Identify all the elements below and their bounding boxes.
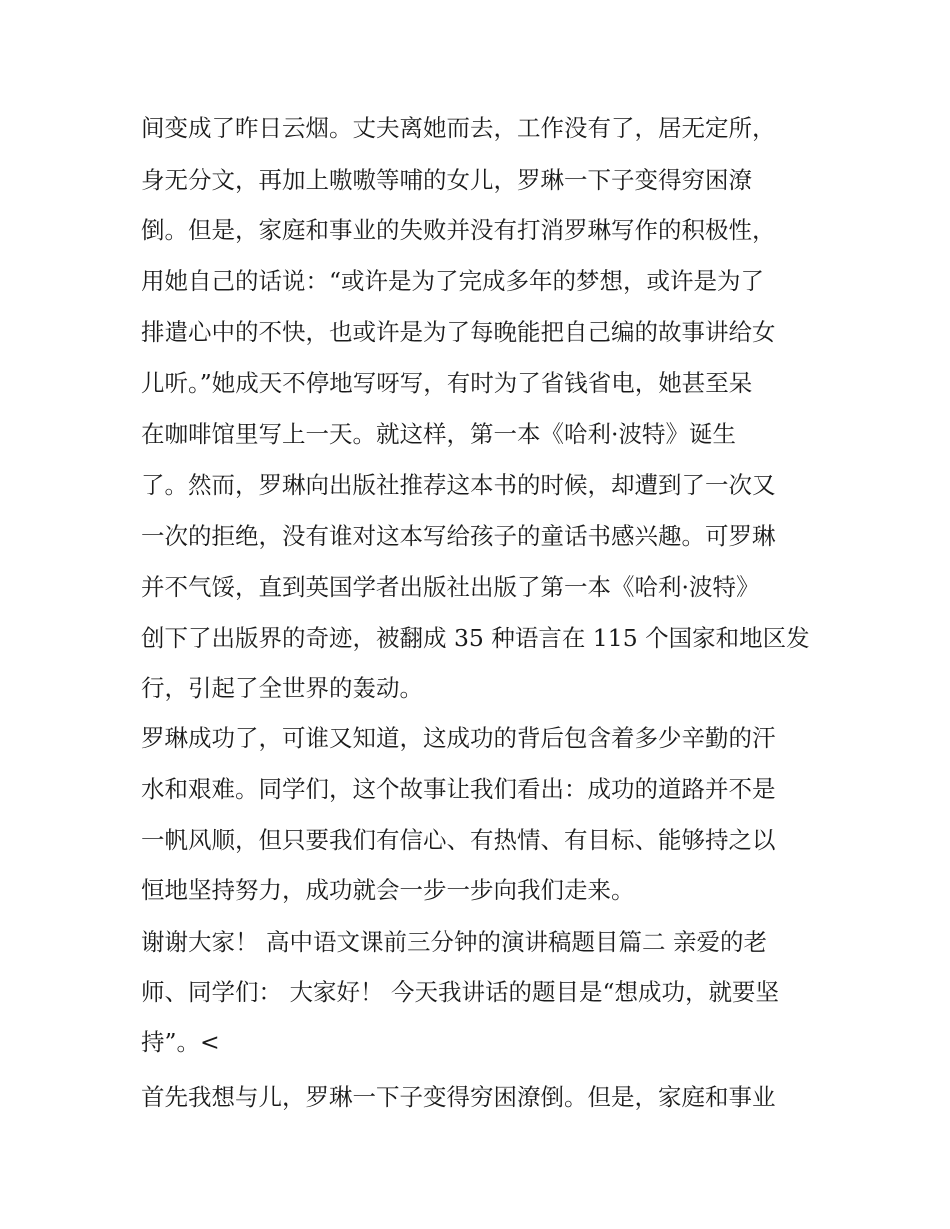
text-line: 儿听。”她成天不停地写呀写，有时为了省钱省电，她甚至呆 [141, 369, 753, 397]
text-line: 创下了出版界的奇迹，被翻成 35 种语言在 115 个国家和地区发 [141, 624, 810, 652]
text-line: 师、同学们： 大家好！ 今天我讲话的题目是“想成功，就要坚 [141, 978, 779, 1006]
text-line: 并不气馁，直到英国学者出版社出版了第一本《哈利·波特》 [141, 573, 760, 601]
text-line: 罗琳成功了，可谁又知道，这成功的背后包含着多少辛勤的汗 [141, 724, 776, 752]
text-line: 倒。但是，家庭和事业的失败并没有打消罗琳写作的积极性， [141, 216, 776, 244]
text-line: 一次的拒绝，没有谁对这本写给孩子的童话书感兴趣。可罗琳 [141, 522, 776, 550]
text-line: 在咖啡馆里写上一天。就这样，第一本《哈利·波特》诞生 [141, 420, 736, 448]
text-line: 排遣心中的不快，也或许是为了每晚能把自己编的故事讲给女 [141, 318, 776, 346]
text-line: 行，引起了全世界的轰动。 [141, 674, 423, 702]
text-line: 用她自己的话说：“或许是为了完成多年的梦想，或许是为了 [141, 267, 765, 295]
text-line: 水和艰难。同学们，这个故事让我们看出：成功的道路并不是 [141, 775, 776, 803]
text-line: 谢谢大家！ 高中语文课前三分钟的演讲稿题目篇二 亲爱的老 [141, 928, 767, 956]
text-line: 首先我想与儿，罗琳一下子变得穷困潦倒。但是，家庭和事业 [141, 1083, 776, 1111]
text-line: 一帆风顺，但只要我们有信心、有热情、有目标、能够持之以 [141, 826, 776, 854]
text-line: 身无分文，再加上嗷嗷等哺的女儿，罗琳一下子变得穷困潦 [141, 166, 752, 194]
text-line: 恒地坚持努力，成功就会一步一步向我们走来。 [141, 876, 635, 904]
text-line: 了。然而，罗琳向出版社推荐这本书的时候，却遭到了一次又 [141, 471, 776, 499]
text-line: 间变成了昨日云烟。丈夫离她而去，工作没有了，居无定所， [141, 114, 776, 142]
text-line: 持”。< [141, 1028, 220, 1056]
